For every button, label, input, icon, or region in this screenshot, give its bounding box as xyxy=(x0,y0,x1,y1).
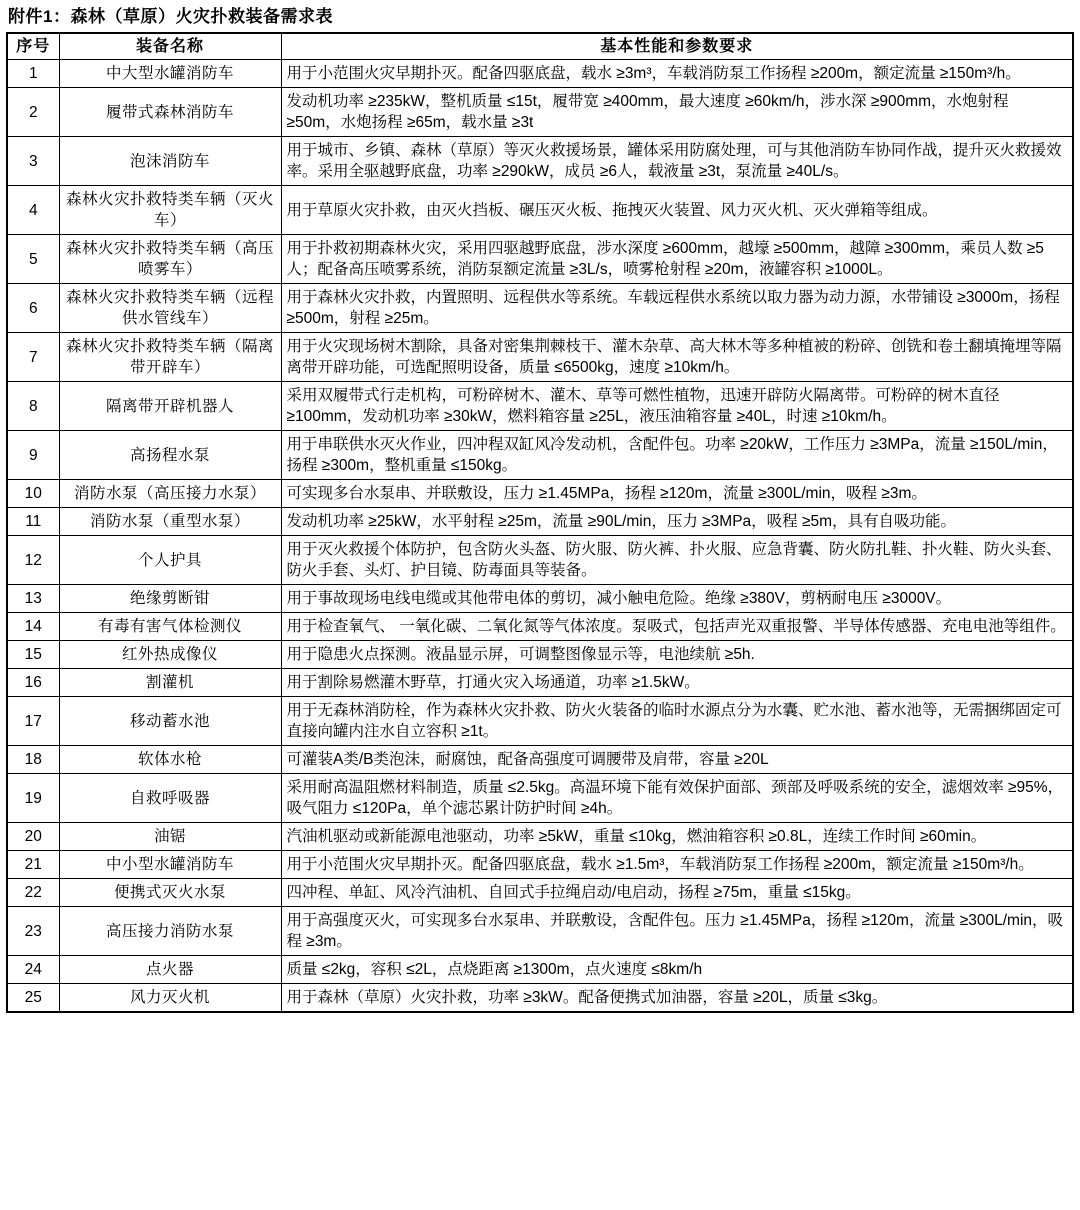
row-index-cell: 7 xyxy=(7,333,59,382)
column-header-index: 序号 xyxy=(7,33,59,60)
table-row xyxy=(7,88,1073,137)
equipment-spec-cell: 发动机功率 ≥235kW，整机质量 ≤15t，履带宽 ≥400mm，最大速度 ≥60km/h，涉水深 ≥900mm，水炮射程 ≥50m，水炮扬程 ≥65m，载水量 ≥3t xyxy=(281,88,1073,137)
table-header xyxy=(7,33,1073,60)
column-header-specifications: 基本性能和参数要求 xyxy=(281,33,1073,60)
table-row xyxy=(7,851,1073,879)
row-index-cell: 10 xyxy=(7,480,59,508)
table-header-row xyxy=(7,33,1073,60)
equipment-spec-cell: 可灌装A类/B类泡沫，耐腐蚀，配备高强度可调腰带及肩带，容量 ≥20L xyxy=(281,746,1073,774)
equipment-spec-cell: 用于检查氧气、 一氧化碳、二氧化氮等气体浓度。泵吸式，包括声光双重报警、半导体传感器、充电电池等组件。 xyxy=(281,613,1073,641)
equipment-spec-cell: 用于高强度灭火，可实现多台水泵串、并联敷设，含配件包。压力 ≥1.45MPa，扬程 ≥120m，流量 ≥300L/min，吸程 ≥3m。 xyxy=(281,907,1073,956)
equipment-spec-cell: 发动机功率 ≥25kW，水平射程 ≥25m，流量 ≥90L/min，压力 ≥3MPa，吸程 ≥5m，具有自吸功能。 xyxy=(281,508,1073,536)
row-index-cell: 9 xyxy=(7,431,59,480)
row-index-cell: 2 xyxy=(7,88,59,137)
equipment-spec-cell: 用于割除易燃灌木野草，打通火灾入场通道，功率 ≥1.5kW。 xyxy=(281,669,1073,697)
equipment-name-cell: 红外热成像仪 xyxy=(59,641,281,669)
equipment-name-cell: 便携式灭火水泵 xyxy=(59,879,281,907)
row-index-cell: 21 xyxy=(7,851,59,879)
table-row xyxy=(7,382,1073,431)
row-index-cell: 22 xyxy=(7,879,59,907)
row-index-cell: 20 xyxy=(7,823,59,851)
equipment-name-cell: 高压接力消防水泵 xyxy=(59,907,281,956)
row-index-cell: 4 xyxy=(7,186,59,235)
table-row xyxy=(7,508,1073,536)
row-index-cell: 17 xyxy=(7,697,59,746)
equipment-name-cell: 泡沫消防车 xyxy=(59,137,281,186)
row-index-cell: 6 xyxy=(7,284,59,333)
row-index-cell: 1 xyxy=(7,60,59,88)
equipment-spec-cell: 用于扑救初期森林火灾，采用四驱越野底盘，涉水深度 ≥600mm，越壕 ≥500mm，越障 ≥300mm，乘员人数 ≥5人；配备高压喷雾系统，消防泵额定流量 ≥3L/s，喷雾枪射程 ≥20m，液罐容积 ≥1000L。 xyxy=(281,235,1073,284)
equipment-name-cell: 割灌机 xyxy=(59,669,281,697)
equipment-name-cell: 森林火灾扑救特类车辆（隔离带开辟车） xyxy=(59,333,281,382)
equipment-name-cell: 有毒有害气体检测仪 xyxy=(59,613,281,641)
table-row xyxy=(7,879,1073,907)
table-row xyxy=(7,746,1073,774)
table-row xyxy=(7,774,1073,823)
row-index-cell: 25 xyxy=(7,984,59,1013)
equipment-name-cell: 移动蓄水池 xyxy=(59,697,281,746)
row-index-cell: 12 xyxy=(7,536,59,585)
equipment-name-cell: 自救呼吸器 xyxy=(59,774,281,823)
equipment-name-cell: 履带式森林消防车 xyxy=(59,88,281,137)
table-row xyxy=(7,431,1073,480)
column-header-equipment-name: 装备名称 xyxy=(59,33,281,60)
row-index-cell: 8 xyxy=(7,382,59,431)
row-index-cell: 16 xyxy=(7,669,59,697)
table-row xyxy=(7,641,1073,669)
equipment-spec-cell: 用于火灾现场树木割除，具备对密集荆棘枝干、灌木杂草、高大林木等多种植被的粉碎、创铣和卷土翻填掩埋等隔离带开辟功能，可选配照明设备，质量 ≤6500kg，速度 ≥10km/h。 xyxy=(281,333,1073,382)
equipment-spec-cell: 质量 ≤2kg，容积 ≤2L，点烧距离 ≥1300m，点火速度 ≤8km/h xyxy=(281,956,1073,984)
equipment-spec-cell: 用于灭火救援个体防护，包含防火头盔、防火服、防火裤、扑火服、应急背囊、防火防扎鞋、扑火鞋、防火头套、防火手套、头灯、护目镜、防毒面具等装备。 xyxy=(281,536,1073,585)
equipment-name-cell: 隔离带开辟机器人 xyxy=(59,382,281,431)
equipment-spec-cell: 用于小范围火灾早期扑灭。配备四驱底盘，载水 ≥3m³，车载消防泵工作扬程 ≥200m，额定流量 ≥150m³/h。 xyxy=(281,60,1073,88)
row-index-cell: 23 xyxy=(7,907,59,956)
table-row xyxy=(7,60,1073,88)
table-row xyxy=(7,186,1073,235)
table-row xyxy=(7,137,1073,186)
equipment-spec-cell: 用于无森林消防栓，作为森林火灾扑救、防火火装备的临时水源点分为水囊、贮水池、蓄水池等，无需捆绑固定可直接向罐内注水自立容积 ≥1t。 xyxy=(281,697,1073,746)
equipment-name-cell: 风力灭火机 xyxy=(59,984,281,1013)
equipment-name-cell: 个人护具 xyxy=(59,536,281,585)
row-index-cell: 14 xyxy=(7,613,59,641)
row-index-cell: 18 xyxy=(7,746,59,774)
equipment-requirements-table xyxy=(6,32,1074,1013)
equipment-name-cell: 消防水泵（高压接力水泵） xyxy=(59,480,281,508)
table-row xyxy=(7,284,1073,333)
equipment-spec-cell: 采用耐高温阻燃材料制造，质量 ≤2.5kg。高温环境下能有效保护面部、颈部及呼吸系统的安全，滤烟效率 ≥95%，吸气阻力 ≤120Pa，单个滤芯累计防护时间 ≥4h。 xyxy=(281,774,1073,823)
equipment-name-cell: 高扬程水泵 xyxy=(59,431,281,480)
equipment-spec-cell: 用于城市、乡镇、森林（草原）等灭火救援场景，罐体采用防腐处理，可与其他消防车协同作战，提升灭火救援效率。采用全驱越野底盘，功率 ≥290kW，成员 ≥6人，载液量 ≥3t，泵流量 ≥40L/s。 xyxy=(281,137,1073,186)
table-row xyxy=(7,907,1073,956)
equipment-name-cell: 森林火灾扑救特类车辆（灭火车） xyxy=(59,186,281,235)
equipment-name-cell: 森林火灾扑救特类车辆（高压喷雾车） xyxy=(59,235,281,284)
table-row xyxy=(7,536,1073,585)
equipment-spec-cell: 用于小范围火灾早期扑灭。配备四驱底盘，载水 ≥1.5m³，车载消防泵工作扬程 ≥200m，额定流量 ≥150m³/h。 xyxy=(281,851,1073,879)
equipment-spec-cell: 用于串联供水灭火作业，四冲程双缸风冷发动机，含配件包。功率 ≥20kW，工作压力 ≥3MPa，流量 ≥150L/min，扬程 ≥300m，整机重量 ≤150kg。 xyxy=(281,431,1073,480)
equipment-spec-cell: 用于隐患火点探测。液晶显示屏，可调整图像显示等，电池续航 ≥5h. xyxy=(281,641,1073,669)
row-index-cell: 24 xyxy=(7,956,59,984)
equipment-name-cell: 油锯 xyxy=(59,823,281,851)
page-title: 附件1：森林（草原）火灾扑救装备需求表 xyxy=(8,7,333,26)
equipment-spec-cell: 用于草原火灾扑救，由灭火挡板、碾压灭火板、拖拽灭火装置、风力灭火机、灭火弹箱等组成。 xyxy=(281,186,1073,235)
equipment-name-cell: 中大型水罐消防车 xyxy=(59,60,281,88)
table-row xyxy=(7,956,1073,984)
equipment-spec-cell: 用于森林火灾扑救，内置照明、远程供水等系统。车载远程供水系统以取力器为动力源，水带铺设 ≥3000m，扬程 ≥500m，射程 ≥25m。 xyxy=(281,284,1073,333)
equipment-spec-cell: 四冲程、单缸、风冷汽油机、自回式手拉绳启动/电启动，扬程 ≥75m，重量 ≤15kg。 xyxy=(281,879,1073,907)
row-index-cell: 5 xyxy=(7,235,59,284)
equipment-name-cell: 绝缘剪断钳 xyxy=(59,585,281,613)
row-index-cell: 19 xyxy=(7,774,59,823)
table-row xyxy=(7,333,1073,382)
table-row xyxy=(7,585,1073,613)
equipment-spec-cell: 汽油机驱动或新能源电池驱动，功率 ≥5kW，重量 ≤10kg，燃油箱容积 ≥0.8L，连续工作时间 ≥60min。 xyxy=(281,823,1073,851)
table-row xyxy=(7,235,1073,284)
table-row xyxy=(7,613,1073,641)
equipment-spec-cell: 采用双履带式行走机构，可粉碎树木、灌木、草等可燃性植物，迅速开辟防火隔离带。可粉碎的树木直径 ≥100mm，发动机功率 ≥30kW，燃料箱容量 ≥25L，液压油箱容量 ≥40L，时速 ≥10km/h。 xyxy=(281,382,1073,431)
table-row xyxy=(7,480,1073,508)
table-body xyxy=(7,60,1073,1013)
row-index-cell: 11 xyxy=(7,508,59,536)
row-index-cell: 15 xyxy=(7,641,59,669)
table-row xyxy=(7,984,1073,1013)
equipment-spec-cell: 可实现多台水泵串、并联敷设，压力 ≥1.45MPa，扬程 ≥120m，流量 ≥300L/min，吸程 ≥3m。 xyxy=(281,480,1073,508)
equipment-name-cell: 森林火灾扑救特类车辆（远程供水管线车） xyxy=(59,284,281,333)
equipment-spec-cell: 用于事故现场电线电缆或其他带电体的剪切，减小触电危险。绝缘 ≥380V，剪柄耐电压 ≥3000V。 xyxy=(281,585,1073,613)
equipment-name-cell: 软体水枪 xyxy=(59,746,281,774)
row-index-cell: 13 xyxy=(7,585,59,613)
table-row xyxy=(7,823,1073,851)
row-index-cell: 3 xyxy=(7,137,59,186)
equipment-name-cell: 消防水泵（重型水泵） xyxy=(59,508,281,536)
equipment-name-cell: 中小型水罐消防车 xyxy=(59,851,281,879)
table-row xyxy=(7,697,1073,746)
equipment-spec-cell: 用于森林（草原）火灾扑救，功率 ≥3kW。配备便携式加油器，容量 ≥20L，质量 ≤3kg。 xyxy=(281,984,1073,1013)
equipment-name-cell: 点火器 xyxy=(59,956,281,984)
table-row xyxy=(7,669,1073,697)
